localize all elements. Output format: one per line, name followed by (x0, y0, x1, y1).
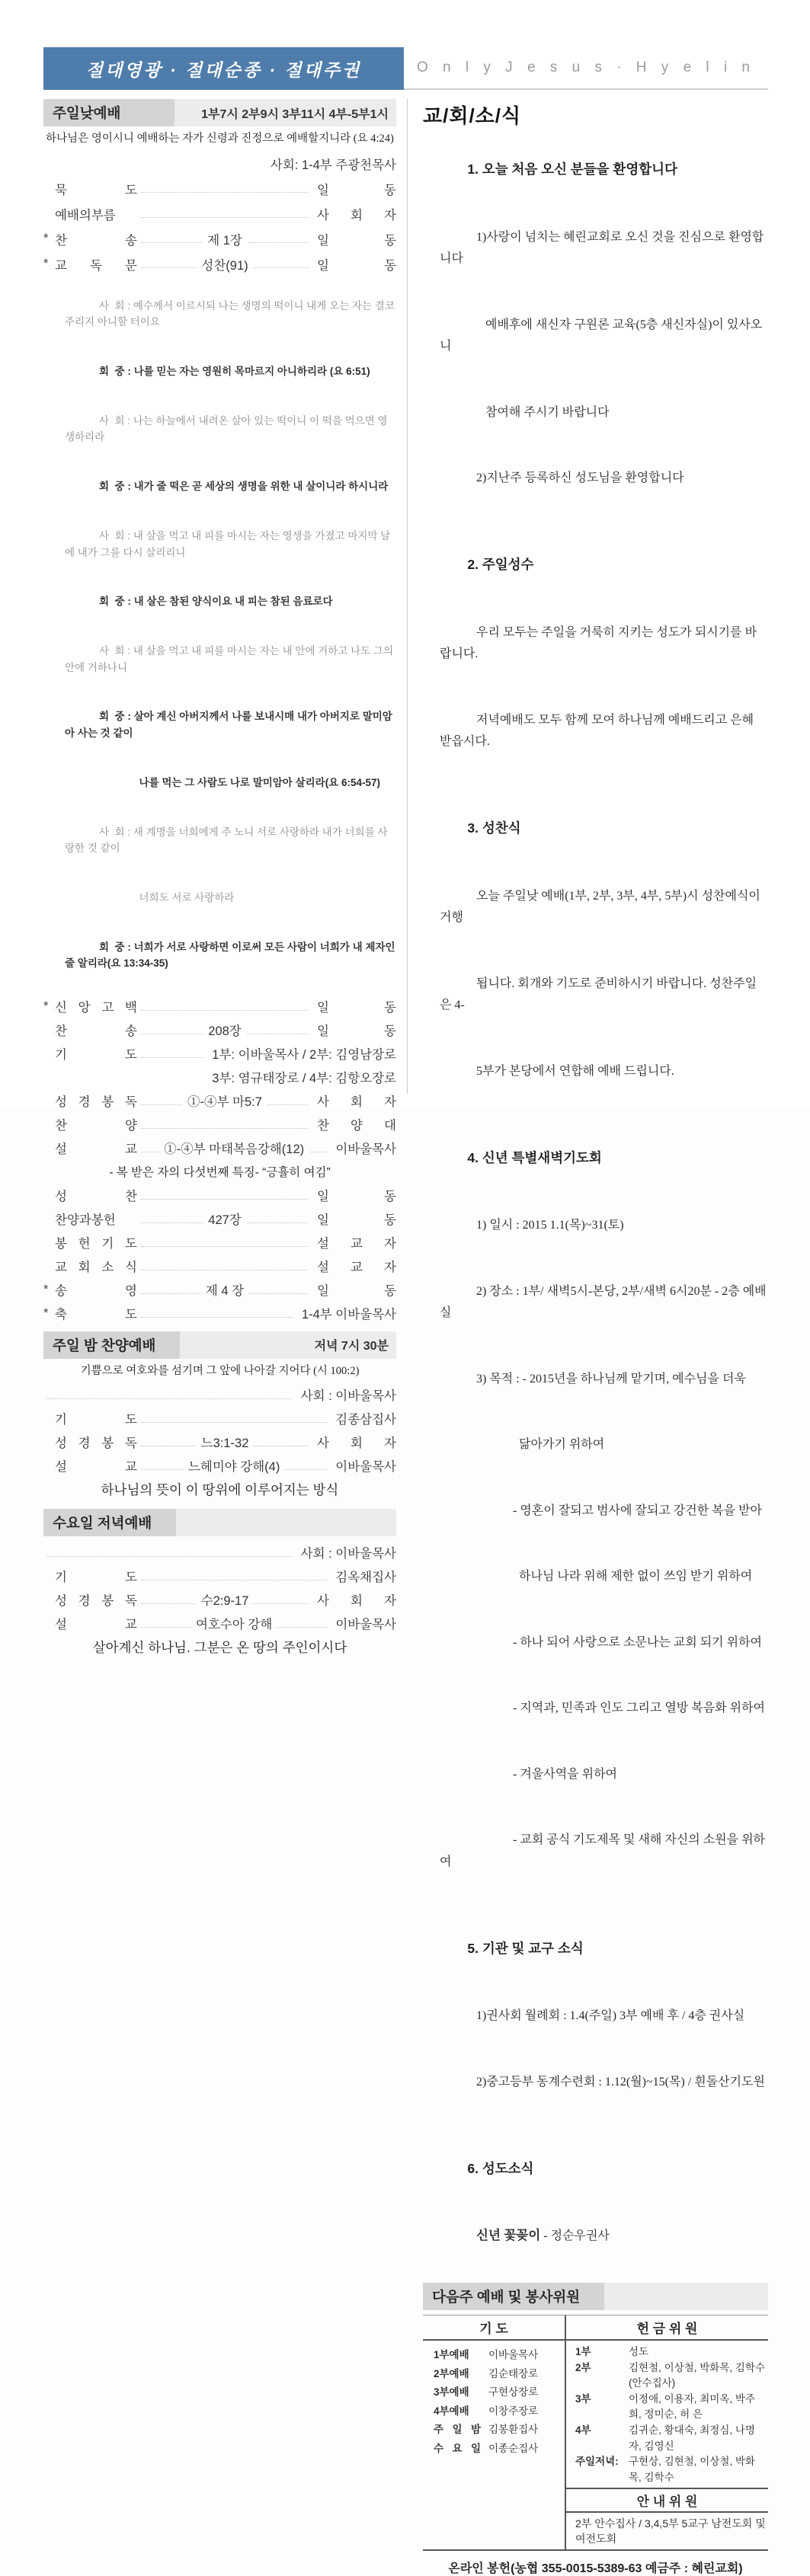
reading-text: 사 회 : 새 계명을 너희에게 주 노니 서로 사랑하라 내가 너희를 사랑한 것 같이 (65, 826, 388, 855)
service-item-person: 사회: 1-4부 주광천목사 (270, 158, 396, 172)
reading-line (43, 626, 396, 692)
dotted-leader (47, 1556, 293, 1557)
service-rows-day-2 (43, 995, 396, 1325)
main-columns (43, 99, 768, 2576)
prayer-person: 이창주장로 (488, 2405, 539, 2417)
news-line-text: 우리 모두는 주일을 거룩히 지키는 성도가 되시기를 바랍니다. (440, 625, 757, 660)
news-line-text: 저녁예배도 모두 함께 모여 하나님께 예배드리고 은혜 받읍시다. (440, 713, 757, 748)
service-item-detail: 성찬(91) (201, 258, 248, 273)
service-item-detail: 여호수아 강해 (196, 1618, 273, 1632)
prayer-row (434, 2346, 560, 2365)
news-line (423, 1412, 768, 1478)
news-line-text: 2. 주일성수 (467, 557, 534, 572)
dotted-leader (141, 1603, 196, 1604)
service-row (43, 1184, 396, 1207)
verse-sunday-night: 기쁨으로 여호와를 섬기며 그 앞에 나아갈 지어다 (시 100:2) (80, 1364, 360, 1377)
service-item-person: 이바울목사 (335, 1143, 397, 1157)
service-item-label: 기 도 (55, 1413, 137, 1427)
news-line (423, 775, 768, 794)
service-item-person: 일 동 (317, 1024, 396, 1039)
service-row (43, 1231, 396, 1254)
section-header-sunday-night (43, 1331, 396, 1359)
service-item-label: 찬 양 (55, 1119, 137, 1133)
news-line-text: - 하나 되어 사랑으로 소문나는 교회 되기 위하여 (476, 1635, 762, 1649)
service-item-person: 3부: 염규태장로 / 4부: 김항오장로 (212, 1072, 396, 1086)
prayer-row (434, 2383, 560, 2402)
news-line (423, 2049, 768, 2115)
service-row (43, 1066, 396, 1089)
news-line-text: 3) 목적 : - 2015년을 하나님께 맡기며, 예수님을 더욱 (476, 1372, 746, 1385)
prayer-row (434, 2402, 560, 2421)
header-banner (43, 47, 768, 90)
service-item-person: 일 동 (317, 233, 397, 248)
reading-text: 사 회 : 내 살을 먹고 내 피를 마시는 자는 내 안에 거하고 나도 그의 안에 거하나니 (65, 645, 396, 673)
offering-column (566, 2341, 768, 2549)
service-row (43, 1635, 396, 1659)
news-title: 교/회/소/식 (423, 104, 522, 127)
prayer-service: 주 일 밤 (434, 2424, 481, 2435)
service-item-person: 사회 : 이바울목사 (300, 1389, 396, 1404)
news-line (423, 135, 768, 204)
offering-people: 성도 (629, 2346, 649, 2357)
dotted-leader (141, 217, 309, 218)
dotted-leader (141, 1293, 200, 1294)
dotted-leader (141, 192, 309, 193)
service-row (43, 1564, 396, 1588)
news-line (423, 1741, 768, 1807)
prayer-row (434, 2365, 560, 2384)
offering-part: 주일저녁: (575, 2456, 619, 2468)
service-item-detail: 하나님의 뜻이 이 땅위에 이루어지는 방식 (101, 1481, 339, 1497)
required-star: * (43, 232, 49, 245)
service-row (43, 226, 396, 251)
news-line (423, 2115, 768, 2134)
news-line (423, 1104, 768, 1123)
motto-text: O n l y J e s u s · H y e l i n (416, 59, 755, 75)
dotted-leader (141, 1246, 309, 1247)
service-item-detail: 제 1장 (207, 233, 242, 248)
news-line-text: 예배후에 새신자 구원론 교육(5층 새신자실)이 있사오니 (440, 318, 763, 353)
service-item-label: 찬 송 (55, 1024, 137, 1039)
dotted-leader (267, 1104, 309, 1105)
service-row (43, 995, 396, 1018)
service-item-detail: 수2:9-17 (200, 1594, 249, 1609)
dotted-leader (141, 267, 196, 268)
service-item-label: 성 경 봉 독 (55, 1095, 137, 1110)
offering-rows (566, 2341, 768, 2488)
table-title-strip (423, 2283, 768, 2310)
service-item-label: 찬 송 (55, 233, 137, 248)
service-row (43, 1430, 396, 1454)
reading-line (43, 347, 396, 396)
prayer-service: 4부예배 (434, 2405, 469, 2417)
news-line-text: 4. 신년 특별새벽기도회 (467, 1149, 602, 1165)
service-item-label: 축 도 (55, 1308, 137, 1322)
news-line (423, 1807, 768, 1895)
service-row (43, 1207, 396, 1231)
news-line (423, 2204, 768, 2270)
guide-header: 안 내 위 원 (566, 2488, 768, 2513)
news-line (423, 2134, 768, 2204)
service-row (43, 1478, 396, 1501)
news-line-text: 하나님 나라 위해 제한 없이 쓰임 받기 위하여 (476, 1570, 753, 1583)
col-header-prayer: 기 도 (423, 2316, 566, 2339)
service-item-person: 설 교 자 (317, 1237, 396, 1251)
dotted-leader (141, 1199, 309, 1200)
news-line (423, 1914, 768, 1983)
news-line-text: - 지역과, 민족과 인도 그리고 열방 복음화 위하여 (476, 1702, 765, 1715)
service-row (43, 1407, 396, 1430)
service-item-detail: 427장 (208, 1213, 242, 1228)
service-item-label: 설 교 (55, 1143, 137, 1157)
service-row (43, 1160, 396, 1184)
section-header-wednesday (43, 1509, 396, 1536)
service-item-label: 성 경 봉 독 (55, 1594, 137, 1609)
service-item-detail: ①-④부 마태복음강해(12) (164, 1143, 305, 1157)
service-item-label: 교 독 문 (55, 258, 137, 273)
news-line (423, 1123, 768, 1193)
news-line (423, 1895, 768, 1914)
prayer-row (434, 2440, 560, 2459)
dotted-leader (247, 1222, 309, 1223)
prayer-row (434, 2421, 560, 2440)
reading-line (43, 692, 396, 758)
news-line-text: 됩니다. 회개와 기도로 준비하시기 바랍니다. 성찬주일은 4- (440, 976, 757, 1012)
reading-line (43, 281, 396, 347)
news-line-text: 2) 장소 : 1부/ 새벽5시-본당, 2부/새벽 6시20분 - 2층 예배실 (440, 1284, 767, 1319)
service-rows-wednesday (43, 1541, 396, 1659)
news-line (423, 599, 768, 687)
service-item-person: 이바울목사 (335, 1618, 397, 1632)
service-item-person: 일 동 (317, 183, 396, 197)
offering-row (575, 2392, 765, 2423)
service-item-label: 교 회 소 식 (55, 1261, 137, 1275)
news-line-text: 3. 성찬식 (467, 820, 521, 836)
service-row (43, 1383, 396, 1407)
news-line (423, 951, 768, 1038)
news-line-text: 1)사랑이 넘치는 혜린교회로 오신 것을 진심으로 환영합니다 (440, 230, 764, 265)
reading-line (43, 511, 396, 577)
service-item-label: 송 영 (55, 1284, 137, 1299)
offering-part: 4부 (575, 2424, 591, 2436)
dotted-leader (141, 1104, 182, 1105)
service-item-detail: 느헤미야 강해(4) (187, 1460, 280, 1475)
service-item-person: 1부: 이바울목사 / 2부: 김영남장로 (212, 1048, 396, 1063)
news-line (423, 863, 768, 951)
news-line (423, 292, 768, 379)
section-title: 주일 밤 찬양예배 (43, 1331, 180, 1359)
reading-text: 사 회 : 내 살을 먹고 내 피를 마시는 자는 영생을 가졌고 마지막 날에 내가 그를 다시 살리리니 (65, 529, 391, 558)
service-row (43, 201, 396, 226)
service-row (43, 1113, 396, 1136)
news-line (423, 530, 768, 599)
news-line-text: 6. 성도소식 (467, 2160, 534, 2176)
service-item-label: 신 앙 고 백 (55, 1001, 137, 1015)
service-times: 1부7시 2부9시 3부11시 4부-5부1시 (201, 107, 389, 121)
required-star: * (43, 1282, 49, 1296)
reading-line (43, 807, 396, 873)
reading-line (43, 396, 396, 462)
news-line-text: 참여해 주시기 바랍니다 (476, 405, 610, 419)
dotted-leader (47, 1398, 293, 1399)
service-item-label: 성 찬 (55, 1190, 137, 1204)
offering-part: 1부 (575, 2346, 591, 2357)
volunteers-table (423, 2315, 768, 2551)
news-line-text: 닮아가기 위하여 (476, 1438, 605, 1451)
news-line-text: 1)권사회 월례회 : 1.4(주일) 3부 예배 후 / 4층 권사실 (476, 2009, 745, 2022)
news-line-text: 오늘 주일낮 예배(1부, 2부, 3부, 4부, 5부)시 성찬예식이 거행 (440, 889, 764, 924)
dotted-leader (254, 267, 309, 268)
dotted-leader (141, 1469, 183, 1470)
news-line (423, 511, 768, 530)
service-rows-day-1 (43, 151, 396, 276)
service-row (43, 1042, 396, 1066)
service-time: 저녁 7시 30분 (314, 1340, 389, 1354)
news-line (423, 379, 768, 446)
motto-banner (404, 47, 768, 90)
worship-order-column (43, 99, 408, 1655)
service-item-label: 설 교 (55, 1460, 137, 1475)
news-line (423, 1258, 768, 1346)
table-body (423, 2341, 768, 2549)
reading-text: 사 회 : 예수께서 이르시되 나는 생명의 떡이니 내게 오는 자는 결코 주리지 아니할 터이요 (65, 299, 398, 328)
service-item-label: 봉 헌 기 도 (55, 1237, 137, 1251)
dotted-leader (285, 1469, 327, 1470)
service-rows-night (43, 1383, 396, 1501)
table-title: 다음주 예배 및 봉사위원 (423, 2283, 604, 2310)
service-item-label: 묵 도 (55, 183, 137, 197)
service-item-person: 설 교 자 (317, 1261, 396, 1275)
news-line (423, 1346, 768, 1412)
prayer-person: 이종순집사 (488, 2442, 539, 2454)
reading-text: 사 회 : 나는 하늘에서 내려온 살아 있는 떡이니 이 떡을 먹으면 영생하리라 (65, 414, 388, 443)
service-row (43, 1612, 396, 1635)
reading-text: 회 중 : 살아 계신 아버지께서 나를 보내시매 내가 아버지로 말미암아 사는 것 같이 (65, 711, 392, 740)
service-row (43, 1588, 396, 1612)
service-item-person: 사 회 자 (317, 1594, 397, 1609)
news-line-text: 2)중고등부 동계수련회 : 1.12(월)~15(목) / 흰돌산기도원 (476, 2075, 765, 2089)
next-week-table (423, 2283, 768, 2576)
service-item-person: 이바울목사 (335, 1460, 396, 1475)
service-item-person: 사회 : 이바울목사 (300, 1547, 396, 1561)
news-line (423, 1544, 768, 1610)
online-offering-note: 온라인 봉헌(농협 355-0015-5389-63 예금주 : 혜린교회) (448, 2562, 743, 2576)
service-row (43, 1254, 396, 1278)
news-line (423, 687, 768, 775)
dotted-leader (141, 1222, 203, 1223)
service-item-person: 일 동 (317, 1213, 396, 1228)
service-item-label: 성 경 봉 독 (55, 1437, 137, 1451)
service-item-label: 설 교 (55, 1618, 137, 1632)
service-item-label: 예배의부름 (55, 208, 116, 222)
section-title: 수요일 저녁예배 (43, 1509, 176, 1536)
news-line-text: - 겨울사역을 위하여 (476, 1767, 617, 1781)
offering-row (575, 2454, 765, 2485)
service-row (43, 1454, 396, 1478)
news-line (423, 1983, 768, 2050)
slogan-banner (43, 47, 404, 90)
news-line-bold: 신년 꽃꽂이 (476, 2229, 541, 2242)
offering-people: 김귀순, 황대숙, 최정심, 나명자, 김영신 (629, 2424, 755, 2452)
service-item-person: 일 동 (317, 258, 397, 273)
offering-row (575, 2344, 765, 2360)
service-item-person: 일 동 (317, 1190, 396, 1204)
service-row (43, 251, 396, 276)
reading-text: 너희도 서로 사랑하라 (99, 891, 235, 903)
reading-line (43, 577, 396, 627)
prayer-person: 김순태장로 (488, 2367, 539, 2379)
service-row (43, 151, 396, 176)
offering-row (575, 2360, 765, 2392)
service-item-label: 기 도 (55, 1571, 137, 1585)
news-line (423, 1676, 768, 1742)
reading-text: 회 중 : 내 살은 참된 양식이요 내 피는 참된 음료로다 (99, 596, 333, 608)
dotted-leader (141, 1422, 327, 1423)
service-item-detail: - 복 받은 자의 다섯번째 특징- “긍휼히 여김” (109, 1166, 331, 1180)
news-line (423, 794, 768, 863)
guide-text: 2부 안수집사 / 3,4,5부 5교구 남전도회 및 여전도회 (575, 2517, 766, 2546)
service-row (43, 1302, 396, 1325)
service-item-person: 일 동 (317, 1284, 397, 1299)
news-line-text: 1) 일시 : 2015 1.1(목)~31(토) (476, 1219, 624, 1232)
news-line-text: - 정순우권사 (540, 2229, 610, 2242)
dotted-leader (277, 1627, 327, 1628)
service-item-person: 사 회 자 (317, 1095, 396, 1110)
service-item-person: 사 회 자 (317, 208, 396, 222)
prayer-service: 3부예배 (434, 2386, 469, 2398)
news-line-text: 1. 오늘 처음 오신 분들을 환영합니다 (467, 161, 677, 177)
dotted-leader (254, 1603, 309, 1604)
news-line-text: 2)지난주 등록하신 성도님을 환영합니다 (476, 471, 684, 484)
prayer-person: 구현상장로 (488, 2386, 539, 2398)
reading-line (43, 922, 399, 988)
church-news-column (408, 99, 768, 2576)
service-item-person: 찬 양 대 (317, 1119, 396, 1133)
prayer-person: 이바울목사 (488, 2349, 539, 2360)
news-list (423, 135, 768, 2269)
service-item-detail: 살아계신 하나님. 그분은 온 땅의 주인이시다 (92, 1639, 347, 1655)
service-item-person: 1-4부 이바울목사 (301, 1308, 396, 1322)
offering-row (575, 2423, 765, 2454)
service-row (43, 1018, 396, 1042)
reading-line (43, 873, 396, 922)
news-line-text: 5부가 본당에서 연합해 예배 드립니다. (476, 1064, 674, 1078)
dotted-leader (141, 1627, 190, 1628)
news-line-text: - 교회 공식 기도제목 및 새해 자신의 소원을 위하여 (440, 1833, 765, 1868)
service-row (43, 176, 396, 201)
prayer-service: 수 요 일 (434, 2442, 481, 2454)
dotted-leader (141, 1317, 293, 1318)
reading-line (43, 462, 396, 512)
table-header-row (423, 2315, 768, 2341)
prayer-service: 1부예배 (434, 2349, 469, 2360)
offering-part: 2부 (575, 2361, 591, 2373)
news-line (423, 1038, 768, 1104)
news-line (423, 1609, 768, 1676)
dotted-leader (141, 1128, 309, 1129)
service-item-detail: 느3:1-32 (200, 1437, 249, 1451)
section-header-sunday-day (43, 99, 396, 126)
reading-text: 회 중 : 나를 믿는 자는 영원히 목마르지 아니하리라 (요 6:51) (99, 365, 370, 377)
responsive-reading (43, 281, 399, 989)
required-star: * (43, 999, 49, 1013)
service-row (43, 1278, 396, 1302)
news-line (423, 1193, 768, 1259)
offering-people: 이정애, 이용자, 최미옥, 박주희, 정미순, 허 은 (629, 2392, 755, 2421)
service-item-person: 일 동 (317, 1001, 396, 1015)
dotted-leader (141, 242, 202, 243)
reading-text: 회 중 : 내가 줄 떡은 곧 세상의 생명을 위한 내 살이니라 하시니라 (99, 481, 389, 493)
slogan-text: 절대영광 · 절대순종 · 절대주권 (85, 59, 362, 80)
dotted-leader (141, 1010, 309, 1011)
service-row (43, 1089, 396, 1113)
section-title: 주일낮예배 (43, 99, 174, 126)
prayer-service: 2부예배 (434, 2367, 469, 2379)
service-row (43, 1541, 396, 1564)
reading-text: 나를 먹는 그 사람도 나로 말미암아 살리라(요 6:54-57) (99, 776, 381, 788)
required-star: * (43, 257, 49, 270)
service-item-label: 찬양과봉헌 (55, 1213, 116, 1228)
reading-text: 회 중 : 너희가 서로 사랑하면 이로써 모든 사람이 너희가 내 제자인 줄 알리라(요 13:34-35) (65, 941, 399, 970)
news-line (423, 204, 768, 292)
news-line-text: 5. 기관 및 교구 소식 (467, 1940, 584, 1956)
news-line-text: - 영혼이 잘되고 범사에 잘되고 강건한 복을 받아 (476, 1504, 762, 1517)
service-item-person: 김옥채집사 (335, 1571, 396, 1585)
service-item-person: 사 회 자 (317, 1437, 397, 1451)
dotted-leader (248, 242, 309, 243)
offering-people: 김현철, 이상철, 박화목, 김학수(안수집사) (629, 2361, 765, 2389)
verse-sunday-day: 하나님은 영이시니 예배하는 자가 신령과 진정으로 예배할지니라 (요 4:24) (46, 133, 394, 145)
col-header-offering: 헌 금 위 원 (636, 2322, 698, 2336)
dotted-leader (141, 1057, 203, 1058)
service-row (43, 1136, 396, 1160)
prayer-person: 김봉환집사 (488, 2424, 539, 2435)
service-item-detail: ①-④부 마5:7 (187, 1095, 262, 1110)
service-item-detail: 208장 (208, 1024, 242, 1039)
offering-part: 3부 (575, 2392, 591, 2405)
service-item-label: 기 도 (55, 1048, 137, 1063)
service-item-detail: 제 4 장 (205, 1284, 245, 1299)
news-line (423, 1478, 768, 1544)
news-line (423, 446, 768, 512)
prayer-column (423, 2341, 566, 2549)
reading-line (43, 758, 396, 807)
offering-people: 구현상, 김현철, 이상철, 박화목, 김학수 (629, 2456, 755, 2483)
dotted-leader (249, 1293, 309, 1294)
required-star: * (43, 1306, 49, 1320)
service-item-person: 김종삼집사 (335, 1413, 396, 1427)
